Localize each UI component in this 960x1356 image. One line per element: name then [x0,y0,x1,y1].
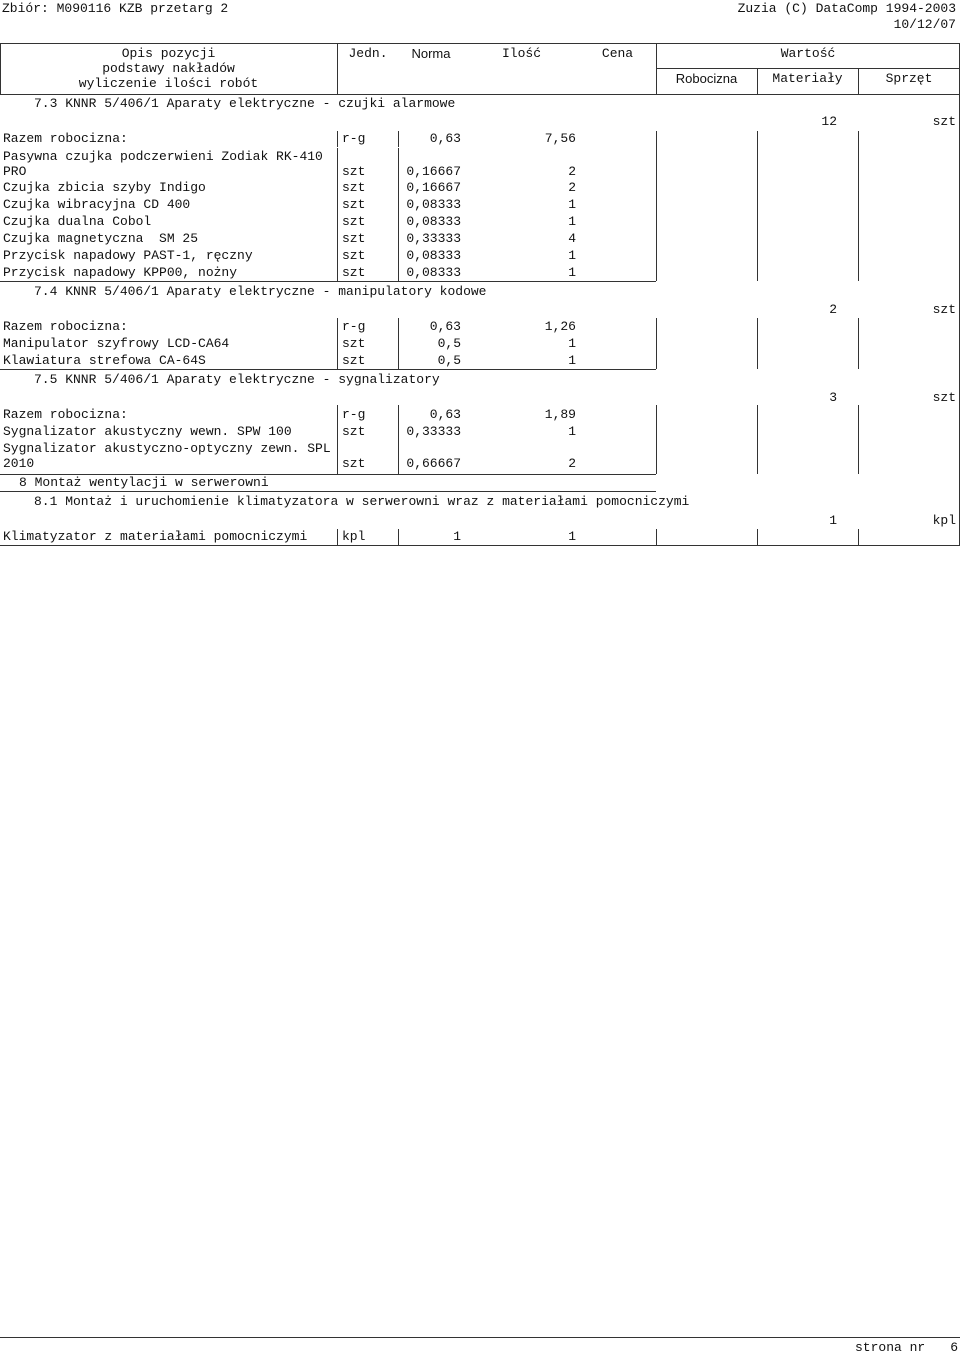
col-header-wartosc: Wartość [780,46,836,61]
col-header-opis-1: Opis pozycji [121,46,216,61]
row-unit: szt [342,424,366,439]
col-header-opis-3: wyliczenie ilości robót [78,76,259,91]
row-norm: 0,08333 [406,248,461,263]
section-title: 7.4 KNNR 5/406/1 Aparaty elektryczne - manipulatory kodowe [34,284,487,299]
section-title: 8.1 Montaż i uruchomienie klimatyzatora w serwerowni wraz z materiałami pomocniczymi [34,494,690,509]
grid-line [656,131,657,281]
section-title: 7.3 KNNR 5/406/1 Aparaty elektryczne - czujki alarmowe [34,96,456,111]
group-title: 8 Montaż wentylacji w serwerowni [19,475,269,490]
row-unit: szt [342,197,366,212]
header-left: Zbiór: M090116 KZB przetarg 2 [2,1,229,16]
grid-line [337,529,338,545]
grid-line [858,131,859,281]
header-right: Zuzia (C) DataComp 1994-2003 [737,1,956,16]
page-number: 6 [950,1340,958,1355]
labor-label: Razem robocizna: [3,407,128,422]
labor-norm: 0,63 [429,131,461,146]
labor-norm: 0,63 [429,319,461,334]
table-bottom-border [0,545,960,546]
labor-unit: r-g [342,407,366,422]
col-header-norma: Norma [411,46,451,61]
labor-qty: 1,89 [544,407,576,422]
row-qty: 4 [568,231,576,246]
row-desc-line2: 2010 [3,456,35,471]
row-desc: Czujka magnetyczna SM 25 [3,231,199,246]
row-desc: Klawiatura strefowa CA-64S [3,353,206,368]
table-top-border [0,43,960,44]
section-qty: 1 [829,513,837,528]
row-qty: 2 [568,164,576,179]
table-header-bottom-border [0,94,960,95]
row-unit: szt [342,265,366,280]
section-unit: szt [932,390,956,405]
section-divider [0,491,656,492]
row-norm: 0,08333 [406,265,461,280]
grid-line [757,131,758,281]
section-title: 7.5 KNNR 5/406/1 Aparaty elektryczne - sygnalizatory [34,372,440,387]
grid-line [858,405,859,474]
row-desc: Przycisk napadowy KPP00, nożny [3,265,238,280]
grid-line [337,405,338,474]
labor-qty: 1,26 [544,319,576,334]
row-unit: szt [342,353,366,368]
row-unit: szt [342,248,366,263]
labor-label: Razem robocizna: [3,131,128,146]
section-divider [0,369,656,370]
wartosc-divider [656,68,960,69]
labor-label: Razem robocizna: [3,319,128,334]
row-qty: 1 [568,197,576,212]
row-unit: szt [342,180,366,195]
col-header-materialy: Materiały [772,71,843,86]
row-desc: Manipulator szyfrowy LCD-CA64 [3,336,230,351]
section-qty: 3 [829,390,837,405]
row-norm: 1 [453,529,461,544]
grid-line [337,318,338,369]
row-norm: 0,66667 [406,456,461,471]
section-unit: kpl [932,513,956,528]
row-norm: 0,16667 [406,164,461,179]
section-unit: szt [932,302,956,317]
row-unit: szt [342,231,366,246]
row-unit: szt [342,336,366,351]
footer-divider [0,1337,960,1338]
row-desc: Sygnalizator akustyczny wewn. SPW 100 [3,424,292,439]
grid-line [656,318,657,369]
grid-line [757,318,758,369]
row-qty: 2 [568,456,576,471]
grid-line [337,148,338,281]
row-qty: 2 [568,180,576,195]
section-unit: szt [932,114,956,129]
row-unit: kpl [342,529,366,544]
labor-unit: r-g [342,131,366,146]
row-qty: 1 [568,424,576,439]
row-norm: 0,33333 [406,231,461,246]
page-number-label: strona nr [855,1340,926,1355]
grid-line [656,529,657,545]
col-header-robocizna: Robocizna [675,71,738,86]
col-header-cena: Cena [601,46,634,61]
grid-line [656,405,657,474]
col-header-opis-2: podstawy nakładów [102,61,235,76]
col-header-ilosc: Ilość [501,46,541,61]
row-desc: Czujka dualna Cobol [3,214,152,229]
section-divider [0,281,656,282]
col-header-jedn: Jedn. [348,46,388,61]
row-norm: 0,33333 [406,424,461,439]
row-norm: 0,5 [437,336,461,351]
labor-norm: 0,63 [429,407,461,422]
grid-line [858,318,859,369]
row-qty: 1 [568,529,576,544]
row-qty: 1 [568,336,576,351]
row-desc-line2: PRO [3,164,27,179]
row-unit: szt [342,214,366,229]
row-desc: Klimatyzator z materiałami pomocniczymi [3,529,308,544]
row-qty: 1 [568,353,576,368]
grid-line [398,148,399,281]
row-norm: 0,08333 [406,214,461,229]
row-qty: 1 [568,248,576,263]
row-norm: 0,16667 [406,180,461,195]
row-desc: Czujka wibracyjna CD 400 [3,197,191,212]
grid-line [337,131,338,147]
grid-line [757,529,758,545]
grid-line [858,529,859,545]
row-norm: 0,08333 [406,197,461,212]
row-desc-line1: Sygnalizator akustyczno-optyczny zewn. SPL [3,441,331,456]
section-qty: 2 [829,302,837,317]
row-desc: Czujka zbicia szyby Indigo [3,180,206,195]
row-qty: 1 [568,265,576,280]
labor-qty: 7,56 [544,131,576,146]
col-header-sprzet: Sprzęt [885,71,933,86]
labor-unit: r-g [342,319,366,334]
row-unit: szt [342,456,366,471]
section-qty: 12 [821,114,837,129]
row-qty: 1 [568,214,576,229]
row-desc: Przycisk napadowy PAST-1, ręczny [3,248,253,263]
grid-line [757,405,758,474]
grid-line [398,131,399,147]
header-date: 10/12/07 [893,17,956,32]
row-desc-line1: Pasywna czujka podczerwieni Zodiak RK-410 [3,149,323,164]
row-unit: szt [342,164,366,179]
row-norm: 0,5 [437,353,461,368]
